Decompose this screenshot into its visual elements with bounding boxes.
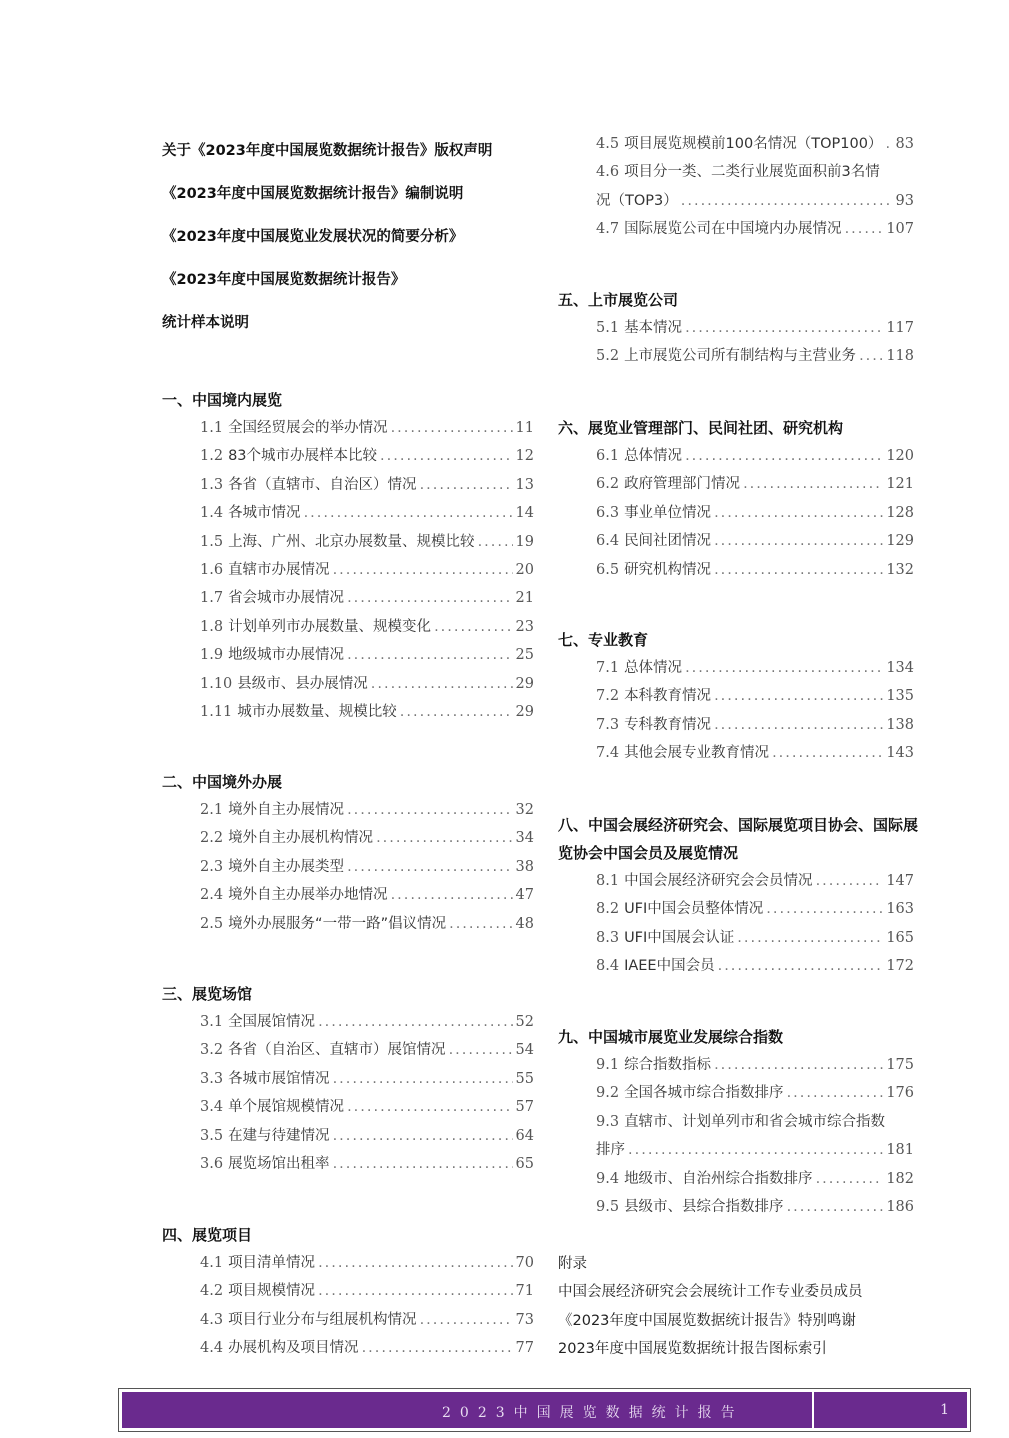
entry-title-continued: 况（TOP3）	[596, 192, 678, 209]
toc-section	[162, 1221, 534, 1363]
entry-title: 各城市情况	[228, 505, 301, 522]
front-matter-item[interactable]: 《2023年度中国展览数据统计报告》	[162, 272, 406, 288]
entry-title: 各省（直辖市、自治区）情况	[228, 476, 417, 493]
toc-entry[interactable]	[558, 1108, 914, 1165]
entry-number: 9.3	[596, 1113, 620, 1130]
dot-leader	[845, 215, 884, 243]
entry-page: 20	[515, 561, 534, 578]
entry-title: 展览场馆出租率	[228, 1155, 330, 1172]
entry-page: 19	[515, 533, 534, 550]
entry-page: 57	[515, 1099, 534, 1116]
dot-leader	[304, 499, 513, 527]
entry-number: 5.1	[596, 319, 620, 336]
dot-leader	[737, 924, 883, 952]
toc-entry[interactable]	[558, 215, 914, 243]
entry-title: 项目行业分布与组展机构情况	[228, 1311, 417, 1328]
entry-title: 项目分一类、二类行业展览面积前3名情	[624, 164, 880, 181]
front-matter-item[interactable]: 《2023年度中国展览业发展状况的简要分析》	[162, 229, 464, 245]
section-title[interactable]: 六、展览业管理部门、民间社团、研究机构	[558, 419, 844, 437]
entry-title: 全国各城市综合指数排序	[624, 1085, 784, 1102]
entry-page: 163	[886, 901, 914, 918]
toc-entry[interactable]	[162, 1334, 534, 1362]
entry-number: 4.6	[596, 164, 620, 181]
entry-page: 121	[886, 476, 914, 493]
entry-title: UFI中国展会认证	[624, 929, 735, 946]
toc-entry[interactable]	[162, 796, 534, 824]
entry-page: 25	[515, 647, 534, 664]
toc-entry[interactable]	[162, 853, 534, 881]
entry-title: 研究机构情况	[624, 561, 712, 578]
entry-number: 8.4	[596, 958, 620, 975]
toc-entry[interactable]	[162, 1093, 534, 1121]
entry-number: 9.2	[596, 1085, 620, 1102]
entry-page: 52	[515, 1013, 534, 1030]
entry-title: 总体情况	[624, 447, 683, 464]
front-matter-item[interactable]: 《2023年度中国展览数据统计报告》编制说明	[162, 186, 464, 202]
entry-title: 各城市展馆情况	[228, 1070, 330, 1087]
entry-page: 120	[886, 447, 914, 464]
entry-title: UFI中国会员整体情况	[624, 901, 764, 918]
entry-number: 2.5	[200, 915, 224, 932]
entry-page: 93	[895, 192, 914, 209]
entry-page: 147	[886, 872, 914, 889]
entry-title: 中国会展经济研究会会员情况	[624, 872, 813, 889]
appendix-item[interactable]: 《2023年度中国展览数据统计报告》特别鸣谢	[558, 1312, 856, 1329]
entry-page: 107	[886, 221, 914, 238]
entry-title: 县级市、县综合指数排序	[624, 1198, 784, 1215]
entry-title: 83个城市办展样本比较	[228, 448, 378, 465]
entry-number: 1.7	[200, 590, 224, 607]
entry-number: 5.2	[596, 348, 620, 365]
dot-leader	[347, 796, 512, 824]
entry-page: 129	[886, 533, 914, 550]
entry-page: 38	[515, 858, 534, 875]
section-entries	[162, 1249, 534, 1363]
dot-leader	[714, 711, 883, 739]
toc-entry[interactable]	[558, 1079, 914, 1107]
dot-leader	[787, 1193, 884, 1221]
entry-title: 全国展馆情况	[228, 1013, 316, 1030]
toc-entry[interactable]	[162, 1122, 534, 1150]
entry-title: 地级城市办展情况	[228, 647, 345, 664]
section-title[interactable]: 四、展览项目	[162, 1226, 253, 1244]
entry-number: 4.4	[200, 1340, 224, 1357]
toc-entry[interactable]	[162, 1065, 534, 1093]
entry-number: 7.4	[596, 745, 620, 762]
toc-entry[interactable]	[558, 342, 914, 370]
entry-title: 地级市、自治州综合指数排序	[624, 1170, 813, 1187]
entry-page: 64	[515, 1127, 534, 1144]
entry-title-continued: 排序	[596, 1142, 625, 1159]
entry-number: 6.1	[596, 447, 620, 464]
toc-entry[interactable]	[162, 528, 534, 556]
toc-entry[interactable]	[558, 556, 914, 584]
toc-entry[interactable]	[162, 1008, 534, 1036]
entry-number: 8.3	[596, 929, 620, 946]
entry-number: 1.1	[200, 419, 224, 436]
entry-number: 4.3	[200, 1311, 224, 1328]
dot-leader	[347, 584, 512, 612]
section-entries	[162, 414, 534, 726]
toc-entry[interactable]	[162, 499, 534, 527]
dot-leader	[685, 654, 883, 682]
toc-entry[interactable]	[558, 682, 914, 710]
entry-number: 2.2	[200, 830, 224, 847]
dot-leader	[318, 1008, 512, 1036]
dot-leader	[420, 1306, 513, 1334]
entry-page: 32	[515, 801, 534, 818]
dot-leader	[347, 853, 512, 881]
entry-page: 77	[515, 1340, 534, 1357]
entry-number: 1.8	[200, 618, 224, 635]
entry-title: 在建与待建情况	[228, 1127, 330, 1144]
entry-title: 县级市、县办展情况	[237, 675, 368, 692]
dot-leader	[478, 528, 513, 556]
dot-leader	[628, 1136, 883, 1164]
entry-page: 138	[886, 716, 914, 733]
dot-leader	[434, 613, 512, 641]
entry-title: 直辖市、计划单列市和省会城市综合指数	[624, 1113, 886, 1130]
dot-leader	[391, 414, 513, 442]
entry-title: 上市展览公司所有制结构与主营业务	[624, 348, 857, 365]
entry-page: 117	[886, 319, 914, 336]
section-title[interactable]: 二、中国境外办展	[162, 773, 283, 791]
toc-entry[interactable]	[558, 924, 914, 952]
section-title[interactable]: 八、中国会展经济研究会、国际展览项目协会、国际展览协会中国会员及展览情况	[558, 816, 919, 862]
entry-number: 6.4	[596, 533, 620, 550]
dot-leader	[391, 881, 513, 909]
entry-page: 13	[515, 476, 534, 493]
section-entries	[558, 442, 914, 584]
dot-leader	[685, 442, 883, 470]
entry-number: 1.3	[200, 476, 224, 493]
footer-divider	[812, 1392, 814, 1428]
dot-leader	[347, 641, 512, 669]
entry-title: 项目规模情况	[228, 1283, 316, 1300]
section-title[interactable]: 九、中国城市展览业发展综合指数	[558, 1028, 784, 1046]
entry-page: 182	[886, 1170, 914, 1187]
entry-page: 176	[886, 1085, 914, 1102]
dot-leader	[400, 698, 513, 726]
entry-number: 1.5	[200, 533, 224, 550]
entry-title: 境外自主办展机构情况	[228, 830, 374, 847]
toc-entry[interactable]	[162, 556, 534, 584]
page-number: 1	[940, 1402, 949, 1418]
entry-title: 全国经贸展会的举办情况	[228, 419, 388, 436]
toc-section	[162, 980, 534, 1178]
entry-page: 165	[886, 929, 914, 946]
toc-entry[interactable]	[558, 654, 914, 682]
toc-entry[interactable]	[162, 698, 534, 726]
entry-page: 55	[515, 1070, 534, 1087]
entry-title: 省会城市办展情况	[228, 590, 345, 607]
dot-leader	[681, 187, 893, 215]
section-entries	[558, 130, 914, 244]
entry-page: 65	[515, 1155, 534, 1172]
section-entries	[558, 314, 914, 371]
section-entries	[558, 654, 914, 768]
dot-leader	[772, 739, 883, 767]
dot-leader	[743, 470, 883, 498]
entry-title: 国际展览公司在中国境内办展情况	[624, 221, 842, 238]
toc-entry[interactable]	[162, 1150, 534, 1178]
entry-number: 7.2	[596, 688, 620, 705]
entry-page: 14	[515, 505, 534, 522]
entry-title: 其他会展专业教育情况	[624, 745, 770, 762]
entry-title: 计划单列市办展数量、规模变化	[228, 618, 432, 635]
dot-leader	[376, 824, 512, 852]
section-title[interactable]: 一、中国境内展览	[162, 391, 283, 409]
entry-title: 民间社团情况	[624, 533, 712, 550]
entry-number: 6.2	[596, 476, 620, 493]
entry-number: 2.4	[200, 887, 224, 904]
entry-title: 境外自主办展举办地情况	[228, 887, 388, 904]
entry-title: 项目清单情况	[228, 1254, 316, 1271]
toc-section	[162, 768, 534, 938]
dot-leader	[885, 130, 892, 158]
toc-entry[interactable]	[558, 952, 914, 980]
entry-page: 143	[886, 745, 914, 762]
entry-page: 71	[515, 1283, 534, 1300]
toc-section-continued	[558, 130, 914, 244]
footer-bar	[118, 1388, 971, 1432]
toc-entry[interactable]	[558, 867, 914, 895]
entry-number: 2.3	[200, 858, 224, 875]
entry-title: 本科教育情况	[624, 688, 712, 705]
entry-title: 事业单位情况	[624, 504, 712, 521]
entry-number: 3.4	[200, 1099, 224, 1116]
toc-entry[interactable]	[558, 499, 914, 527]
entry-number: 4.1	[200, 1254, 224, 1271]
toc-entry[interactable]	[558, 527, 914, 555]
toc-entry[interactable]	[162, 910, 534, 938]
toc-entry[interactable]	[162, 1277, 534, 1305]
dot-leader	[333, 556, 513, 584]
appendix-item[interactable]: 2023年度中国展览数据统计报告图标索引	[558, 1341, 827, 1358]
toc-entry[interactable]	[162, 670, 534, 698]
toc-entry[interactable]	[558, 470, 914, 498]
entry-page: 181	[886, 1142, 914, 1159]
entry-page: 48	[515, 915, 534, 932]
entry-number: 2.1	[200, 801, 224, 818]
entry-title: 办展机构及项目情况	[228, 1340, 359, 1357]
toc-entry[interactable]	[162, 1249, 534, 1277]
entry-number: 1.11	[200, 703, 233, 720]
entry-number: 4.7	[596, 221, 620, 238]
appendix-title[interactable]: 附录	[558, 1256, 587, 1272]
entry-page: 132	[886, 561, 914, 578]
entry-number: 4.2	[200, 1283, 224, 1300]
entry-number: 6.3	[596, 504, 620, 521]
dot-leader	[347, 1093, 512, 1121]
footer-band	[122, 1392, 967, 1428]
toc-entry[interactable]	[162, 1306, 534, 1334]
entry-title: 城市办展数量、规模比较	[237, 703, 397, 720]
section-entries	[558, 867, 918, 981]
entry-page: 23	[515, 618, 534, 635]
dot-leader	[714, 556, 883, 584]
entry-title: 直辖市办展情况	[228, 561, 330, 578]
entry-page: 21	[515, 590, 534, 607]
toc-entry[interactable]	[162, 1036, 534, 1064]
entry-number: 7.1	[596, 659, 620, 676]
toc-entry[interactable]	[558, 895, 914, 923]
dot-leader	[333, 1150, 513, 1178]
entry-title: 境外办展服务“一带一路”倡议情况	[228, 915, 447, 932]
toc-entry[interactable]	[558, 442, 914, 470]
toc-entry[interactable]	[558, 711, 914, 739]
entry-number: 3.1	[200, 1013, 224, 1030]
entry-page: 175	[886, 1056, 914, 1073]
toc-entry[interactable]	[162, 641, 534, 669]
toc-entry[interactable]	[558, 1051, 914, 1079]
toc-section	[558, 1023, 914, 1221]
toc-entry[interactable]	[558, 130, 914, 158]
toc-section	[558, 626, 914, 768]
entry-page: 29	[515, 675, 534, 692]
entry-title: 境外自主办展类型	[228, 858, 345, 875]
toc-entry[interactable]	[558, 1165, 914, 1193]
toc-entry[interactable]	[558, 1193, 914, 1221]
entry-page: 128	[886, 504, 914, 521]
toc-section	[558, 286, 914, 371]
toc-entry[interactable]	[162, 824, 534, 852]
toc-section	[162, 386, 534, 726]
toc-entry[interactable]	[162, 613, 534, 641]
appendix	[558, 1250, 863, 1364]
entry-title: 政府管理部门情况	[624, 476, 741, 493]
entry-page: 134	[886, 659, 914, 676]
entry-title: 专科教育情况	[624, 716, 712, 733]
entry-page: 73	[515, 1311, 534, 1328]
entry-number: 8.2	[596, 901, 620, 918]
entry-number: 3.3	[200, 1070, 224, 1087]
dot-leader	[714, 682, 883, 710]
toc-entry[interactable]	[558, 739, 914, 767]
entry-number: 1.10	[200, 675, 233, 692]
dot-leader	[714, 1051, 883, 1079]
dot-leader	[766, 895, 883, 923]
entry-number: 4.5	[596, 135, 620, 152]
front-matter-item[interactable]: 关于《2023年度中国展览数据统计报告》版权声明	[162, 143, 493, 159]
entry-page: 83	[895, 135, 914, 152]
entry-title: IAEE中国会员	[624, 958, 715, 975]
toc-section	[558, 811, 918, 981]
dot-leader	[371, 670, 513, 698]
entry-number: 3.5	[200, 1127, 224, 1144]
entry-page: 54	[515, 1042, 534, 1059]
dot-leader	[816, 867, 884, 895]
entry-title: 单个展馆规模情况	[228, 1099, 345, 1116]
appendix-item[interactable]: 中国会展经济研究会会展统计工作专业委员成员	[558, 1284, 863, 1301]
dot-leader	[318, 1249, 512, 1277]
toc-entry[interactable]	[162, 442, 534, 470]
entry-number: 3.6	[200, 1155, 224, 1172]
entry-page: 34	[515, 830, 534, 847]
section-entries	[162, 1008, 534, 1178]
dot-leader	[318, 1277, 512, 1305]
entry-number: 7.3	[596, 716, 620, 733]
section-title[interactable]: 七、专业教育	[558, 631, 649, 649]
entry-number: 1.2	[200, 448, 224, 465]
entry-title: 项目展览规模前100名情况（TOP100）	[624, 135, 883, 152]
dot-leader	[362, 1334, 513, 1362]
dot-leader	[714, 499, 883, 527]
entry-title: 综合指数指标	[624, 1056, 712, 1073]
entry-number: 9.5	[596, 1198, 620, 1215]
entry-title: 各省（自治区、直辖市）展馆情况	[228, 1042, 446, 1059]
entry-number: 8.1	[596, 872, 620, 889]
section-title[interactable]: 五、上市展览公司	[558, 291, 679, 309]
toc-entry[interactable]	[558, 158, 914, 215]
entry-number: 6.5	[596, 561, 620, 578]
toc-entry[interactable]	[162, 584, 534, 612]
toc-entry[interactable]	[162, 471, 534, 499]
dot-leader	[718, 952, 884, 980]
entry-title: 境外自主办展情况	[228, 801, 345, 818]
entry-title: 上海、广州、北京办展数量、规模比较	[228, 533, 475, 550]
dot-leader	[787, 1079, 884, 1107]
section-entries	[558, 1051, 914, 1221]
toc-entry[interactable]	[162, 881, 534, 909]
dot-leader	[816, 1165, 884, 1193]
entry-page: 172	[886, 958, 914, 975]
toc-section	[558, 414, 914, 584]
front-matter-item[interactable]: 统计样本说明	[162, 315, 249, 331]
entry-page: 118	[886, 348, 914, 365]
entry-number: 9.1	[596, 1056, 620, 1073]
dot-leader	[685, 314, 883, 342]
section-title[interactable]: 三、展览场馆	[162, 985, 253, 1003]
entry-page: 135	[886, 688, 914, 705]
dot-leader	[449, 1036, 513, 1064]
dot-leader	[449, 910, 512, 938]
entry-number: 1.9	[200, 647, 224, 664]
toc-entry[interactable]	[558, 314, 914, 342]
dot-leader	[859, 342, 883, 370]
dot-leader	[714, 527, 883, 555]
entry-page: 186	[886, 1198, 914, 1215]
dot-leader	[420, 471, 513, 499]
entry-title: 总体情况	[624, 659, 683, 676]
entry-page: 70	[515, 1254, 534, 1271]
entry-page: 29	[515, 703, 534, 720]
front-matter	[162, 130, 492, 345]
entry-number: 9.4	[596, 1170, 620, 1187]
entry-page: 47	[515, 887, 534, 904]
entry-number: 1.6	[200, 561, 224, 578]
footer-title: 2023中国展览数据统计报告	[442, 1405, 744, 1421]
entry-page: 12	[515, 448, 534, 465]
entry-page: 11	[515, 419, 534, 436]
entry-number: 1.4	[200, 505, 224, 522]
entry-number: 3.2	[200, 1042, 224, 1059]
dot-leader	[380, 442, 513, 470]
entry-title: 基本情况	[624, 319, 683, 336]
dot-leader	[333, 1122, 513, 1150]
section-entries	[162, 796, 534, 938]
dot-leader	[333, 1065, 513, 1093]
toc-entry[interactable]	[162, 414, 534, 442]
